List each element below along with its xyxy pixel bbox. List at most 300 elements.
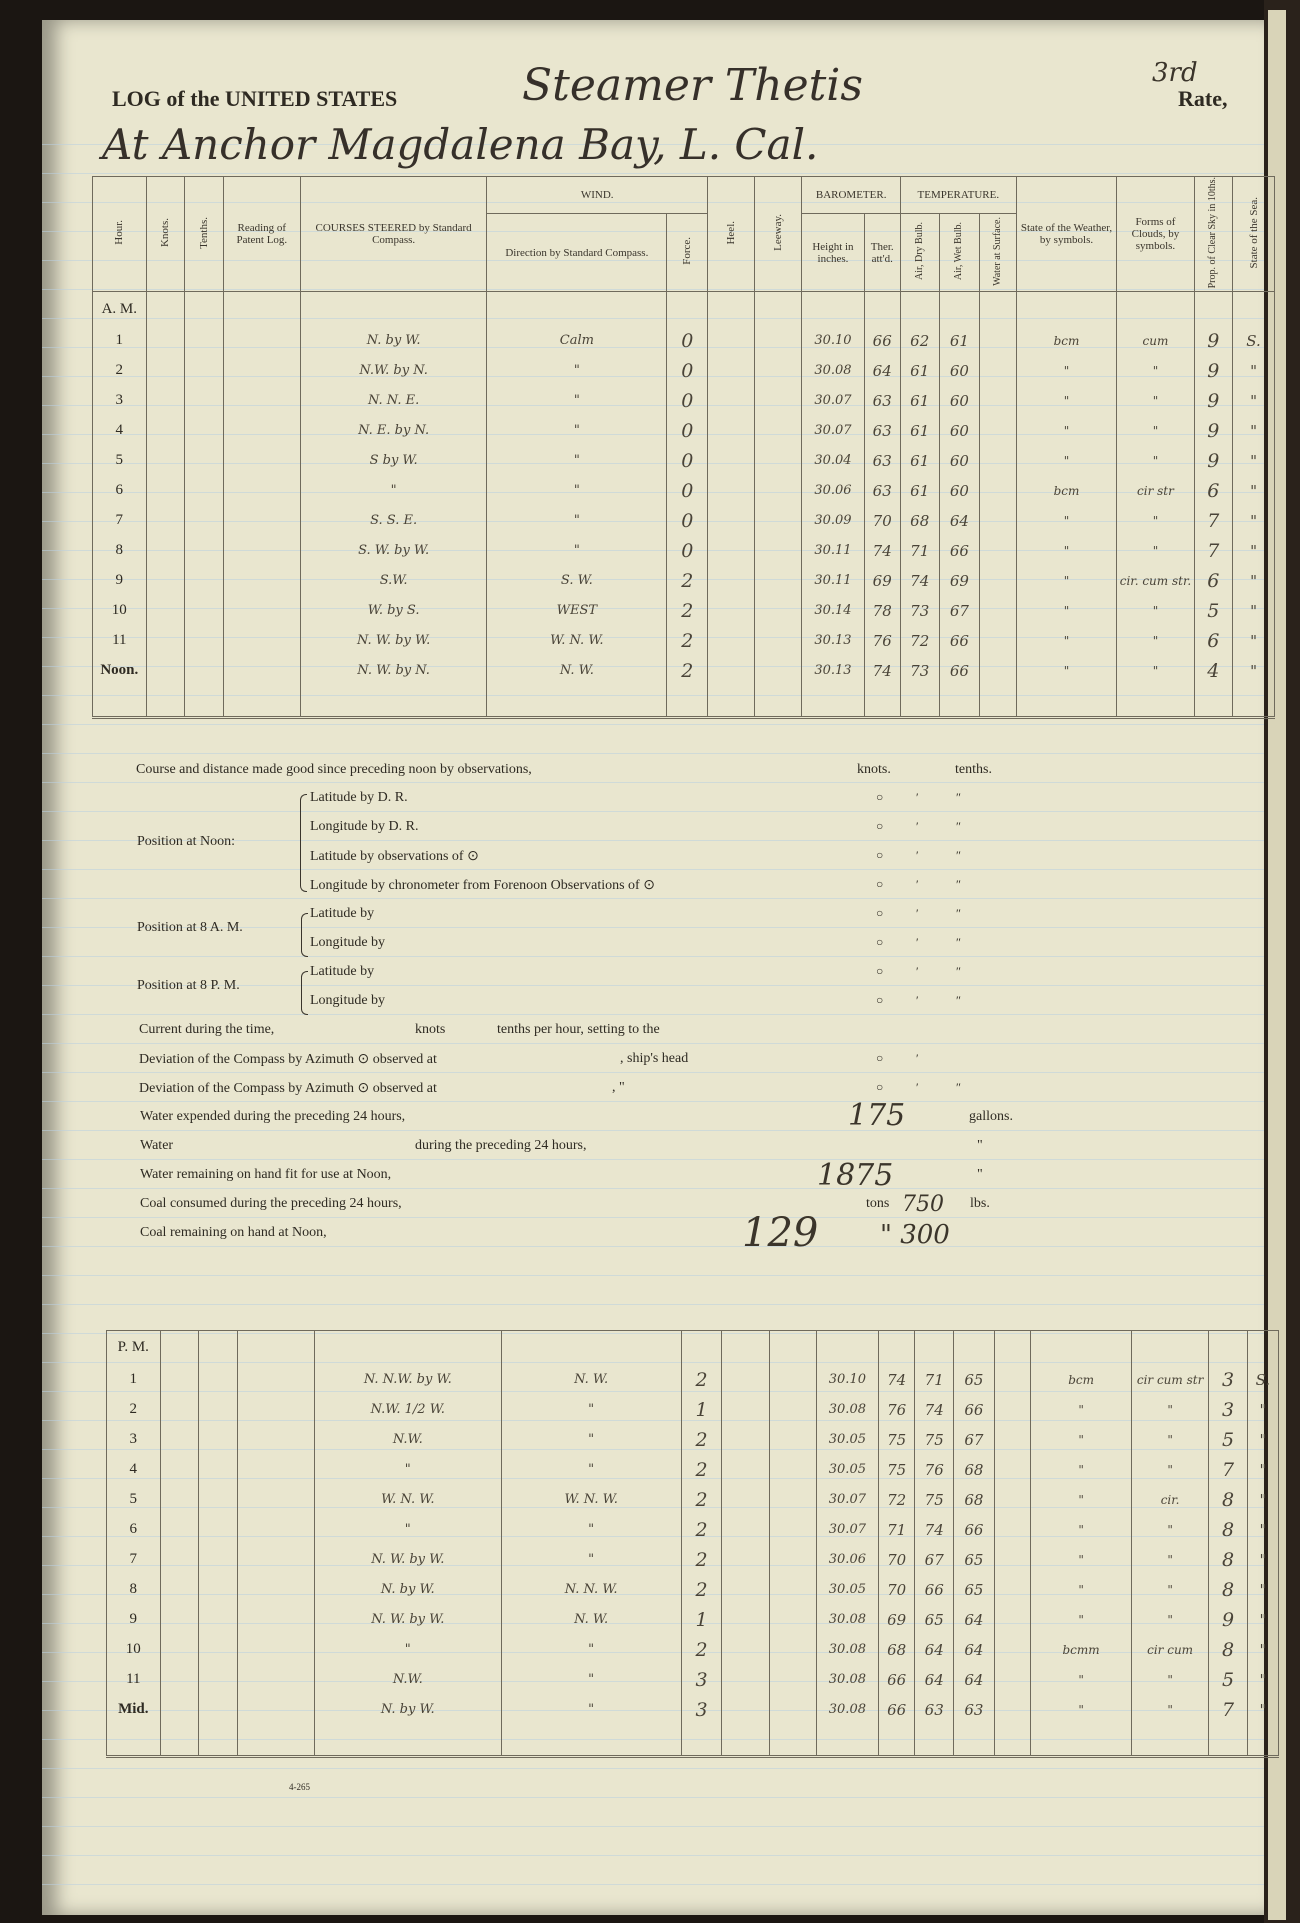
water-remaining-ditto: " bbox=[977, 1167, 983, 1182]
am-clouds-cell: cir str bbox=[1117, 476, 1194, 506]
pm-weather-cell: bcm bbox=[1031, 1365, 1132, 1395]
lon-dr: Longitude by D. R. bbox=[310, 819, 419, 834]
am-sea-cell: " bbox=[1233, 596, 1275, 626]
dms-deg-mark: ○ bbox=[876, 993, 884, 1007]
am-course-cell: N. by W. bbox=[300, 326, 486, 356]
rate-number: 3rd bbox=[1152, 58, 1198, 88]
pm-baro-cell: 30.08 bbox=[816, 1605, 878, 1635]
pm-course-cell: " bbox=[315, 1455, 502, 1485]
pm-course-cell: N. W. by W. bbox=[315, 1605, 502, 1635]
dms-deg-mark: ○ bbox=[876, 906, 884, 920]
am-weather-cell: " bbox=[1016, 446, 1117, 476]
col-weather: State of the Weather, by symbols. bbox=[1016, 177, 1117, 292]
am-wind-dir-cell: N. W. bbox=[487, 656, 667, 686]
lat-dr: Latitude by D. R. bbox=[310, 790, 408, 805]
pm-weather-cell: " bbox=[1031, 1665, 1132, 1695]
am-row bbox=[93, 326, 1275, 356]
pm-row bbox=[107, 1635, 1279, 1665]
am-hour-cell: 6 bbox=[93, 476, 147, 506]
ruled-line bbox=[42, 898, 1264, 899]
pm-baro-cell: 30.05 bbox=[816, 1425, 878, 1455]
pm-baro-cell: 30.08 bbox=[816, 1635, 878, 1665]
ruled-line bbox=[42, 1304, 1264, 1305]
am-baro-cell: 30.13 bbox=[802, 626, 864, 656]
pm-clear-cell: 7 bbox=[1209, 1455, 1248, 1485]
am-clear-cell: 9 bbox=[1194, 326, 1233, 356]
am-force-cell: 2 bbox=[667, 656, 708, 686]
pm-wet-cell: 64 bbox=[954, 1665, 995, 1695]
pm-weather-cell: " bbox=[1031, 1545, 1132, 1575]
col-air-dry: Air, Dry Bulb. bbox=[913, 222, 925, 281]
position-noon-label: Position at Noon: bbox=[137, 834, 236, 849]
pm-wet-cell: 67 bbox=[954, 1425, 995, 1455]
am-ther-cell: 78 bbox=[864, 596, 900, 626]
col-knots: Knots. bbox=[159, 218, 172, 248]
col-clear-sky: Prop. of Clear Sky in 10ths. bbox=[1207, 177, 1219, 289]
am-weather-cell: " bbox=[1016, 386, 1117, 416]
pm-dry-cell: 66 bbox=[915, 1575, 954, 1605]
pm-hour-cell: 4 bbox=[107, 1455, 161, 1485]
am-hour-cell: 3 bbox=[93, 386, 147, 416]
am-row bbox=[93, 536, 1275, 566]
am-clouds-cell: " bbox=[1117, 656, 1194, 686]
am-course-cell: N. W. by W. bbox=[300, 626, 486, 656]
am-force-cell: 2 bbox=[667, 626, 708, 656]
pm-row bbox=[107, 1575, 1279, 1605]
dms-min-mark: ′ bbox=[916, 790, 919, 804]
dms-sec-mark: ″ bbox=[956, 1080, 961, 1094]
pm-force-cell: 2 bbox=[681, 1635, 722, 1665]
pm-wind-dir-cell: " bbox=[501, 1455, 681, 1485]
lon-8am: Longitude by bbox=[310, 935, 386, 950]
pm-hour-cell: 3 bbox=[107, 1425, 161, 1455]
am-sea-cell: " bbox=[1233, 356, 1275, 386]
pm-weather-cell: " bbox=[1031, 1605, 1132, 1635]
gallons-label: gallons. bbox=[969, 1109, 1013, 1124]
am-force-cell: 0 bbox=[667, 446, 708, 476]
dms-min-mark: ′ bbox=[916, 819, 919, 833]
am-baro-cell: 30.09 bbox=[802, 506, 864, 536]
am-clouds-cell: cum bbox=[1117, 326, 1194, 356]
col-tenths: Tenths. bbox=[197, 216, 210, 249]
am-wet-cell: 64 bbox=[939, 506, 980, 536]
pm-course-cell: N.W. 1/2 W. bbox=[315, 1395, 502, 1425]
water-label: Water bbox=[140, 1138, 174, 1153]
am-ther-cell: 64 bbox=[864, 356, 900, 386]
ruled-line bbox=[42, 1217, 1264, 1218]
pm-dry-cell: 71 bbox=[915, 1365, 954, 1395]
pm-row bbox=[107, 1395, 1279, 1425]
am-hour-cell: 9 bbox=[93, 566, 147, 596]
am-course-cell: N. W. by N. bbox=[300, 656, 486, 686]
am-course-cell: S. W. by W. bbox=[300, 536, 486, 566]
ruled-line bbox=[42, 1855, 1264, 1856]
col-leeway: Leeway. bbox=[772, 214, 785, 252]
pm-baro-cell: 30.07 bbox=[816, 1485, 878, 1515]
col-wind: WIND. bbox=[487, 177, 708, 214]
pm-sea-cell: " bbox=[1247, 1635, 1278, 1665]
pm-force-cell: 1 bbox=[681, 1395, 722, 1425]
pm-weather-cell: " bbox=[1031, 1515, 1132, 1545]
am-dry-cell: 73 bbox=[900, 596, 939, 626]
pm-clear-cell: 3 bbox=[1209, 1395, 1248, 1425]
pm-hour-cell: 9 bbox=[107, 1605, 161, 1635]
am-force-cell: 2 bbox=[667, 566, 708, 596]
current-label-b: knots bbox=[415, 1022, 446, 1037]
pm-sea-cell: S. bbox=[1247, 1365, 1278, 1395]
pm-hour-cell: 5 bbox=[107, 1485, 161, 1515]
pm-log-table bbox=[106, 1330, 1279, 1758]
am-clear-cell: 9 bbox=[1194, 446, 1233, 476]
dms-min-mark: ′ bbox=[916, 877, 919, 891]
am-dry-cell: 72 bbox=[900, 626, 939, 656]
col-water-surface: Water at Surface. bbox=[991, 216, 1003, 286]
coal-remaining-label: Coal remaining on hand at Noon, bbox=[140, 1225, 327, 1240]
am-row bbox=[93, 386, 1275, 416]
pm-course-cell: N. by W. bbox=[315, 1575, 502, 1605]
dms-min-mark: ′ bbox=[916, 964, 919, 978]
pm-wind-dir-cell: N. N. W. bbox=[501, 1575, 681, 1605]
am-force-cell: 0 bbox=[667, 386, 708, 416]
pm-weather-cell: " bbox=[1031, 1425, 1132, 1455]
pm-wet-cell: 65 bbox=[954, 1545, 995, 1575]
am-dry-cell: 61 bbox=[900, 446, 939, 476]
am-dry-cell: 62 bbox=[900, 326, 939, 356]
pm-clouds-cell: " bbox=[1131, 1425, 1208, 1455]
am-baro-cell: 30.07 bbox=[802, 416, 864, 446]
am-sea-cell: " bbox=[1233, 626, 1275, 656]
pm-wind-dir-cell: " bbox=[501, 1695, 681, 1725]
dms-min-mark: ′ bbox=[916, 1051, 919, 1065]
am-weather-cell: " bbox=[1016, 596, 1117, 626]
brace-noon bbox=[300, 794, 307, 892]
pm-force-cell: 1 bbox=[681, 1605, 722, 1635]
pm-wind-dir-cell: " bbox=[501, 1425, 681, 1455]
pm-baro-cell: 30.05 bbox=[816, 1575, 878, 1605]
am-clouds-cell: cir. cum str. bbox=[1117, 566, 1194, 596]
ruled-line bbox=[42, 1130, 1264, 1131]
current-label-a: Current during the time, bbox=[139, 1022, 275, 1037]
am-hour-cell: 2 bbox=[93, 356, 147, 386]
am-ther-cell: 63 bbox=[864, 416, 900, 446]
vessel-name: Steamer Thetis bbox=[522, 60, 863, 111]
col-baro-ther: Ther. att'd. bbox=[864, 213, 900, 292]
am-clear-cell: 4 bbox=[1194, 656, 1233, 686]
pm-ther-cell: 74 bbox=[878, 1365, 914, 1395]
dms-sec-mark: ″ bbox=[956, 993, 961, 1007]
pm-sea-cell: " bbox=[1247, 1665, 1278, 1695]
pm-wind-dir-cell: " bbox=[501, 1635, 681, 1665]
am-row bbox=[93, 476, 1275, 506]
am-baro-cell: 30.11 bbox=[802, 566, 864, 596]
water-expended-label: Water expended during the preceding 24 hours, bbox=[140, 1109, 406, 1124]
col-courses: COURSES STEERED by Standard Compass. bbox=[300, 177, 486, 292]
am-hour-cell: 10 bbox=[93, 596, 147, 626]
pm-weather-cell: bcmm bbox=[1031, 1635, 1132, 1665]
am-hour-cell: 1 bbox=[93, 326, 147, 356]
pm-wet-cell: 65 bbox=[954, 1365, 995, 1395]
pm-wet-cell: 68 bbox=[954, 1455, 995, 1485]
tenths-label: tenths. bbox=[955, 762, 992, 777]
am-ther-cell: 66 bbox=[864, 326, 900, 356]
deviation1-ship-head: , ship's head bbox=[620, 1051, 689, 1066]
ruled-line bbox=[42, 724, 1264, 725]
pm-ther-cell: 66 bbox=[878, 1695, 914, 1725]
am-wind-dir-cell: " bbox=[487, 506, 667, 536]
am-sea-cell: " bbox=[1233, 566, 1275, 596]
water-remaining-value: 1875 bbox=[817, 1158, 894, 1193]
dms-min-mark: ′ bbox=[916, 906, 919, 920]
am-wind-dir-cell: " bbox=[487, 536, 667, 566]
pm-row bbox=[107, 1365, 1279, 1395]
lbs-label: lbs. bbox=[970, 1196, 990, 1211]
am-clear-cell: 7 bbox=[1194, 536, 1233, 566]
am-row bbox=[93, 356, 1275, 386]
am-dry-cell: 61 bbox=[900, 356, 939, 386]
pm-baro-cell: 30.08 bbox=[816, 1665, 878, 1695]
water-expended-value: 175 bbox=[848, 1098, 906, 1133]
ruled-line bbox=[42, 1159, 1264, 1160]
am-baro-cell: 30.07 bbox=[802, 386, 864, 416]
am-wind-dir-cell: " bbox=[487, 476, 667, 506]
pm-wind-dir-cell: " bbox=[501, 1395, 681, 1425]
am-wet-cell: 60 bbox=[939, 446, 980, 476]
pm-clouds-cell: cir cum bbox=[1131, 1635, 1208, 1665]
pm-wet-cell: 65 bbox=[954, 1575, 995, 1605]
lon-chrono: Longitude by chronometer from Forenoon Observations of ⊙ bbox=[310, 878, 655, 893]
am-course-cell: S. S. E. bbox=[300, 506, 486, 536]
dms-deg-mark: ○ bbox=[876, 935, 884, 949]
pm-clouds-cell: " bbox=[1131, 1665, 1208, 1695]
pm-weather-cell: " bbox=[1031, 1695, 1132, 1725]
pm-label: P. M. bbox=[107, 1331, 161, 1365]
am-sea-cell: " bbox=[1233, 536, 1275, 566]
pm-clouds-cell: " bbox=[1131, 1455, 1208, 1485]
pm-sea-cell: " bbox=[1247, 1695, 1278, 1725]
pm-baro-cell: 30.06 bbox=[816, 1545, 878, 1575]
am-hour-cell: 5 bbox=[93, 446, 147, 476]
am-clouds-cell: " bbox=[1117, 506, 1194, 536]
ruled-line bbox=[42, 1275, 1264, 1276]
pm-wind-dir-cell: " bbox=[501, 1665, 681, 1695]
dms-deg-mark: ○ bbox=[876, 964, 884, 978]
am-clear-cell: 9 bbox=[1194, 416, 1233, 446]
am-dry-cell: 61 bbox=[900, 476, 939, 506]
am-sea-cell: " bbox=[1233, 476, 1275, 506]
pm-row bbox=[107, 1515, 1279, 1545]
knots-label: knots. bbox=[857, 762, 891, 777]
pm-wet-cell: 63 bbox=[954, 1695, 995, 1725]
pm-sea-cell: " bbox=[1247, 1455, 1278, 1485]
ruled-line bbox=[42, 782, 1264, 783]
am-sea-cell: " bbox=[1233, 446, 1275, 476]
am-clouds-cell: " bbox=[1117, 386, 1194, 416]
coal-consumed-label: Coal consumed during the preceding 24 hours, bbox=[140, 1196, 402, 1211]
pm-ther-cell: 68 bbox=[878, 1635, 914, 1665]
pm-clear-cell: 8 bbox=[1209, 1485, 1248, 1515]
pm-clear-cell: 8 bbox=[1209, 1515, 1248, 1545]
position-8pm-label: Position at 8 P. M. bbox=[137, 978, 240, 993]
pm-sea-cell: " bbox=[1247, 1545, 1278, 1575]
pm-wind-dir-cell: N. W. bbox=[501, 1605, 681, 1635]
am-course-cell: S.W. bbox=[300, 566, 486, 596]
pm-dry-cell: 74 bbox=[915, 1515, 954, 1545]
pm-row bbox=[107, 1425, 1279, 1455]
pm-weather-cell: " bbox=[1031, 1455, 1132, 1485]
pm-clouds-cell: " bbox=[1131, 1605, 1208, 1635]
pm-dry-cell: 63 bbox=[915, 1695, 954, 1725]
am-wet-cell: 67 bbox=[939, 596, 980, 626]
pm-clear-cell: 9 bbox=[1209, 1605, 1248, 1635]
pm-baro-cell: 30.05 bbox=[816, 1455, 878, 1485]
dms-sec-mark: ″ bbox=[956, 848, 961, 862]
pm-force-cell: 2 bbox=[681, 1485, 722, 1515]
pm-dry-cell: 76 bbox=[915, 1455, 954, 1485]
pm-row bbox=[107, 1455, 1279, 1485]
am-weather-cell: " bbox=[1016, 566, 1117, 596]
am-force-cell: 0 bbox=[667, 416, 708, 446]
water-during-label: during the preceding 24 hours, bbox=[415, 1138, 587, 1153]
ruled-line bbox=[42, 1246, 1264, 1247]
coal-remaining-lbs: " 300 bbox=[880, 1220, 950, 1250]
col-baro-height: Height in inches. bbox=[802, 213, 864, 292]
col-wind-direction: Direction by Standard Compass. bbox=[487, 213, 667, 292]
am-baro-cell: 30.11 bbox=[802, 536, 864, 566]
pm-hour-cell: 2 bbox=[107, 1395, 161, 1425]
pm-ther-cell: 69 bbox=[878, 1605, 914, 1635]
current-label-c: tenths per hour, setting to the bbox=[497, 1022, 660, 1037]
coal-consumed-value: 750 bbox=[902, 1192, 944, 1217]
dms-min-mark: ′ bbox=[916, 935, 919, 949]
ruled-line bbox=[42, 811, 1264, 812]
pm-course-cell: W. N. W. bbox=[315, 1485, 502, 1515]
am-ther-cell: 69 bbox=[864, 566, 900, 596]
pm-clear-cell: 5 bbox=[1209, 1425, 1248, 1455]
dms-sec-mark: ″ bbox=[956, 877, 961, 891]
pm-course-cell: N. W. by W. bbox=[315, 1545, 502, 1575]
pm-wind-dir-cell: " bbox=[501, 1545, 681, 1575]
am-weather-cell: " bbox=[1016, 626, 1117, 656]
pm-hour-cell: 7 bbox=[107, 1545, 161, 1575]
dms-sec-mark: ″ bbox=[956, 819, 961, 833]
pm-clouds-cell: " bbox=[1131, 1575, 1208, 1605]
am-log-table bbox=[92, 176, 1275, 719]
ruled-line bbox=[42, 1826, 1264, 1827]
am-row bbox=[93, 506, 1275, 536]
tons-label: tons bbox=[866, 1196, 890, 1211]
dms-deg-mark: ○ bbox=[876, 848, 884, 862]
am-course-cell: " bbox=[300, 476, 486, 506]
pm-weather-cell: " bbox=[1031, 1485, 1132, 1515]
pm-course-cell: N.W. bbox=[315, 1425, 502, 1455]
deviation1-label: Deviation of the Compass by Azimuth ⊙ observed at bbox=[139, 1052, 437, 1067]
ruled-line bbox=[42, 753, 1264, 754]
am-clouds-cell: " bbox=[1117, 626, 1194, 656]
am-row bbox=[93, 626, 1275, 656]
pm-wet-cell: 66 bbox=[954, 1395, 995, 1425]
pm-wet-cell: 64 bbox=[954, 1635, 995, 1665]
am-course-cell: N. E. by N. bbox=[300, 416, 486, 446]
pm-row bbox=[107, 1485, 1279, 1515]
am-hour-cell: 11 bbox=[93, 626, 147, 656]
pm-hour-cell: 1 bbox=[107, 1365, 161, 1395]
am-wind-dir-cell: W. N. W. bbox=[487, 626, 667, 656]
col-wind-force: Force. bbox=[681, 237, 694, 265]
am-force-cell: 0 bbox=[667, 326, 708, 356]
dms-sec-mark: ″ bbox=[956, 964, 961, 978]
pm-clouds-cell: cir. bbox=[1131, 1485, 1208, 1515]
ruled-line bbox=[42, 1884, 1264, 1885]
pm-sea-cell: " bbox=[1247, 1575, 1278, 1605]
am-sea-cell: " bbox=[1233, 416, 1275, 446]
pm-clear-cell: 5 bbox=[1209, 1665, 1248, 1695]
dms-min-mark: ′ bbox=[916, 1080, 919, 1094]
am-weather-cell: bcm bbox=[1016, 476, 1117, 506]
am-dry-cell: 73 bbox=[900, 656, 939, 686]
pm-sea-cell: " bbox=[1247, 1485, 1278, 1515]
pm-clouds-cell: " bbox=[1131, 1695, 1208, 1725]
pm-course-cell: " bbox=[315, 1515, 502, 1545]
dms-min-mark: ′ bbox=[916, 993, 919, 1007]
pm-row bbox=[107, 1695, 1279, 1725]
pm-baro-cell: 30.07 bbox=[816, 1515, 878, 1545]
pm-clear-cell: 8 bbox=[1209, 1635, 1248, 1665]
am-sea-cell: S. bbox=[1233, 326, 1275, 356]
am-wind-dir-cell: S. W. bbox=[487, 566, 667, 596]
col-clouds: Forms of Clouds, by symbols. bbox=[1117, 177, 1194, 292]
pm-course-cell: N. N.W. by W. bbox=[315, 1365, 502, 1395]
am-baro-cell: 30.13 bbox=[802, 656, 864, 686]
am-clear-cell: 5 bbox=[1194, 596, 1233, 626]
pm-dry-cell: 75 bbox=[915, 1485, 954, 1515]
pm-force-cell: 3 bbox=[681, 1695, 722, 1725]
am-force-cell: 2 bbox=[667, 596, 708, 626]
am-clear-cell: 7 bbox=[1194, 506, 1233, 536]
pm-force-cell: 2 bbox=[681, 1455, 722, 1485]
am-clear-cell: 9 bbox=[1194, 356, 1233, 386]
pm-force-cell: 2 bbox=[681, 1545, 722, 1575]
col-hour: Hour. bbox=[113, 220, 126, 246]
ruled-line bbox=[42, 956, 1264, 957]
am-force-cell: 0 bbox=[667, 476, 708, 506]
am-clouds-cell: " bbox=[1117, 356, 1194, 386]
pm-ther-cell: 75 bbox=[878, 1455, 914, 1485]
am-ther-cell: 63 bbox=[864, 386, 900, 416]
am-weather-cell: " bbox=[1016, 536, 1117, 566]
form-number: 4-265 bbox=[289, 1782, 310, 1792]
pm-hour-cell: 6 bbox=[107, 1515, 161, 1545]
am-clouds-cell: " bbox=[1117, 596, 1194, 626]
dms-min-mark: ′ bbox=[916, 848, 919, 862]
am-course-cell: N.W. by N. bbox=[300, 356, 486, 386]
pm-sea-cell: " bbox=[1247, 1605, 1278, 1635]
am-clouds-cell: " bbox=[1117, 446, 1194, 476]
am-force-cell: 0 bbox=[667, 506, 708, 536]
lat-obs: Latitude by observations of ⊙ bbox=[310, 849, 479, 864]
location: At Anchor Magdalena Bay, L. Cal. bbox=[102, 120, 819, 169]
dms-deg-mark: ○ bbox=[876, 877, 884, 891]
am-wet-cell: 69 bbox=[939, 566, 980, 596]
am-weather-cell: " bbox=[1016, 356, 1117, 386]
am-dry-cell: 61 bbox=[900, 416, 939, 446]
dms-deg-mark: ○ bbox=[876, 1080, 884, 1094]
brace-8pm bbox=[301, 971, 308, 1015]
ruled-line bbox=[42, 1043, 1264, 1044]
pm-sea-cell: " bbox=[1247, 1395, 1278, 1425]
deviation2-ditto: , " bbox=[612, 1080, 625, 1095]
am-ther-cell: 63 bbox=[864, 476, 900, 506]
pm-ther-cell: 72 bbox=[878, 1485, 914, 1515]
